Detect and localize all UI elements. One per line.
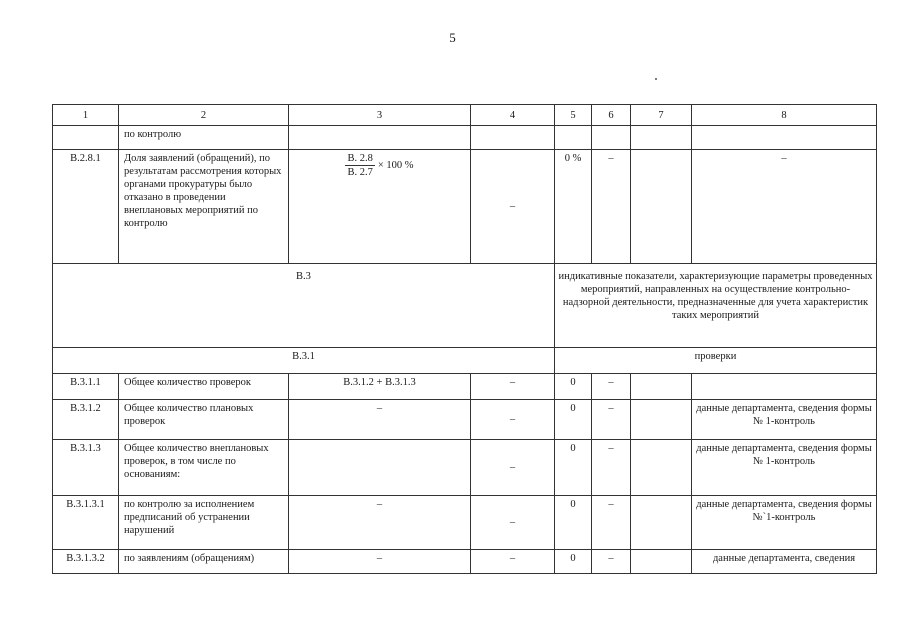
header-cell: 6 bbox=[592, 105, 631, 126]
code-cell: В.3.1.1 bbox=[53, 374, 119, 400]
formula-cell bbox=[289, 440, 471, 496]
col5-cell: 0 bbox=[555, 550, 592, 574]
col5-cell: 0 bbox=[555, 374, 592, 400]
table-row bbox=[53, 496, 877, 550]
col8-cell: данные департамента, сведения формы № 1-контроль bbox=[692, 400, 877, 440]
header-cell: 1 bbox=[53, 105, 119, 126]
col7-cell bbox=[631, 496, 692, 550]
code-cell: В.3.1.2 bbox=[53, 400, 119, 440]
header-cell: 3 bbox=[289, 105, 471, 126]
col8-cell bbox=[692, 374, 877, 400]
fraction-multiplier: × 100 % bbox=[377, 160, 414, 171]
col8-cell: данные департамента, сведения формы №`1-контроль bbox=[692, 496, 877, 550]
col7-cell bbox=[631, 374, 692, 400]
subsection-code: В.3.1 bbox=[53, 348, 555, 374]
page-number: 5 bbox=[449, 30, 456, 45]
code-cell: В.2.8.1 bbox=[53, 150, 119, 264]
col8-cell: данные департамента, сведения формы № 1-контроль bbox=[692, 440, 877, 496]
subsection-row bbox=[53, 348, 877, 374]
scan-speck bbox=[655, 78, 657, 80]
code-cell: В.3.1.3 bbox=[53, 440, 119, 496]
name-cell: Общее количество плановых проверок bbox=[119, 400, 289, 440]
table-row bbox=[53, 126, 877, 150]
name-cell: Доля заявлений (обращений), по результатам рассмотрения которых органами прокуратуры было отказано в проведении внеплановых мероприятий по контролю bbox=[119, 150, 289, 264]
header-cell: 5 bbox=[555, 105, 592, 126]
col7-cell bbox=[631, 150, 692, 264]
col6-cell: – bbox=[592, 374, 631, 400]
subsection-description: проверки bbox=[555, 348, 877, 374]
col6-cell: – bbox=[592, 150, 631, 264]
code-cell bbox=[53, 126, 119, 150]
section-row bbox=[53, 264, 877, 348]
col4-cell: – bbox=[471, 374, 555, 400]
formula-cell: В.3.1.2 + В.3.1.3 bbox=[289, 374, 471, 400]
fraction-numerator: В. 2.8 bbox=[347, 153, 373, 164]
section-code: В.3 bbox=[53, 264, 555, 348]
table-row bbox=[53, 374, 877, 400]
name-cell: по контролю bbox=[119, 126, 289, 150]
fraction-denominator: В. 2.7 bbox=[347, 167, 373, 178]
col8-cell: данные департамента, сведения bbox=[692, 550, 877, 574]
name-cell: Общее количество внеплановых проверок, в том числе по основаниям: bbox=[119, 440, 289, 496]
name-cell: Общее количество проверок bbox=[119, 374, 289, 400]
col5-cell: 0 bbox=[555, 400, 592, 440]
table-header-row bbox=[53, 105, 877, 126]
formula-cell: – bbox=[289, 550, 471, 574]
col4-cell: – bbox=[471, 496, 555, 550]
col6-cell: – bbox=[592, 400, 631, 440]
table-row bbox=[53, 150, 877, 264]
col5-cell: 0 bbox=[555, 440, 592, 496]
col5-cell: 0 % bbox=[555, 150, 592, 264]
name-cell: по заявлениям (обращениям) bbox=[119, 550, 289, 574]
code-cell: В.3.1.3.1 bbox=[53, 496, 119, 550]
col8-cell: – bbox=[692, 150, 877, 264]
col7-cell bbox=[631, 440, 692, 496]
col4-cell: – bbox=[471, 400, 555, 440]
header-cell: 4 bbox=[471, 105, 555, 126]
table-row bbox=[53, 400, 877, 440]
header-cell: 8 bbox=[692, 105, 877, 126]
formula-cell: – bbox=[289, 496, 471, 550]
col7-cell bbox=[631, 400, 692, 440]
header-cell: 2 bbox=[119, 105, 289, 126]
formula-cell: – bbox=[289, 400, 471, 440]
col4-cell: – bbox=[471, 150, 555, 264]
col6-cell: – bbox=[592, 440, 631, 496]
section-description: индикативные показатели, характеризующие параметры проведенных мероприятий, направленных на осуществление контрольно-надзорной деятельности, предназначенные для учета характеристик таких мероприятий bbox=[555, 264, 877, 348]
table-row bbox=[53, 440, 877, 496]
formula-cell bbox=[289, 126, 471, 150]
fraction-formula bbox=[345, 152, 413, 179]
formula-cell bbox=[289, 150, 471, 264]
col4-cell: – bbox=[471, 440, 555, 496]
col6-cell: – bbox=[592, 496, 631, 550]
indicators-table bbox=[52, 104, 877, 574]
col6-cell: – bbox=[592, 550, 631, 574]
col4-cell: – bbox=[471, 550, 555, 574]
col7-cell bbox=[631, 550, 692, 574]
name-cell: по контролю за исполнением предписаний об устранении нарушений bbox=[119, 496, 289, 550]
code-cell: В.3.1.3.2 bbox=[53, 550, 119, 574]
col5-cell: 0 bbox=[555, 496, 592, 550]
table-row bbox=[53, 550, 877, 574]
header-cell: 7 bbox=[631, 105, 692, 126]
